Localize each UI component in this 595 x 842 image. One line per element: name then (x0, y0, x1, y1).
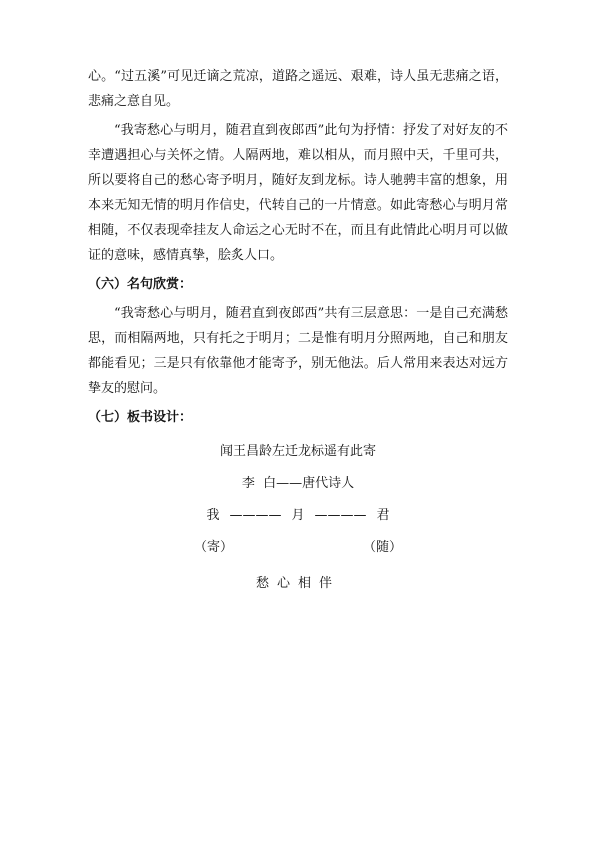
board-relation-row (88, 500, 508, 532)
board-dash-left: ———— (229, 508, 282, 523)
paragraph-continuation: 心。“过五溪”可见迁谪之荒凉，道路之遥远、艰难，诗人虽无悲痛之语，悲痛之意自见。 (88, 69, 508, 109)
board-paren-row (88, 532, 508, 564)
board-design (88, 436, 508, 600)
paragraph-lyric-analysis: “我寄愁心与明月，随君直到夜郎西”此句为抒情：抒发了对好友的不幸遭遇担心与关怀之情。人隔两地，难以相从，而月照中天，千里可共，所以要将自己的愁心寄予明月，随好友到龙标。诗人驰骋丰富的想象，用本来无知无情的明月作信史，代转自己的一片情意。如此寄愁心与明月常相随，不仅表现牵挂友人命运之心无时不在，而且有此情此心明月可以做证的意味，感情真挚，脍炙人口。 (88, 123, 508, 263)
board-paren-send: （寄） (193, 540, 233, 555)
board-node-me: 我 (206, 508, 220, 523)
board-title: 闻王昌龄左迁龙标遥有此寄 (219, 444, 376, 459)
section-heading-board-design: （七）板书设计： (88, 410, 193, 425)
board-author: 李 白——唐代诗人 (241, 476, 355, 491)
board-bottom: 愁心相伴 (255, 576, 340, 591)
board-dash-right: ———— (314, 508, 367, 523)
document-page (88, 64, 508, 600)
board-paren-follow: （随） (363, 540, 403, 555)
section-heading-famous-lines: （六）名句欣赏： (88, 277, 193, 292)
board-node-moon: 月 (291, 508, 305, 523)
board-node-you: 君 (376, 508, 390, 523)
paragraph-famous-lines: “我寄愁心与明月，随君直到夜郎西”共有三层意思：一是自己充满愁思，而相隔两地，只有托之于明月；二是惟有明月分照两地，自己和朋友都能看见；三是只有依靠他才能寄予，别无他法。后人常用来表达对远方挚友的慰问。 (88, 306, 508, 396)
